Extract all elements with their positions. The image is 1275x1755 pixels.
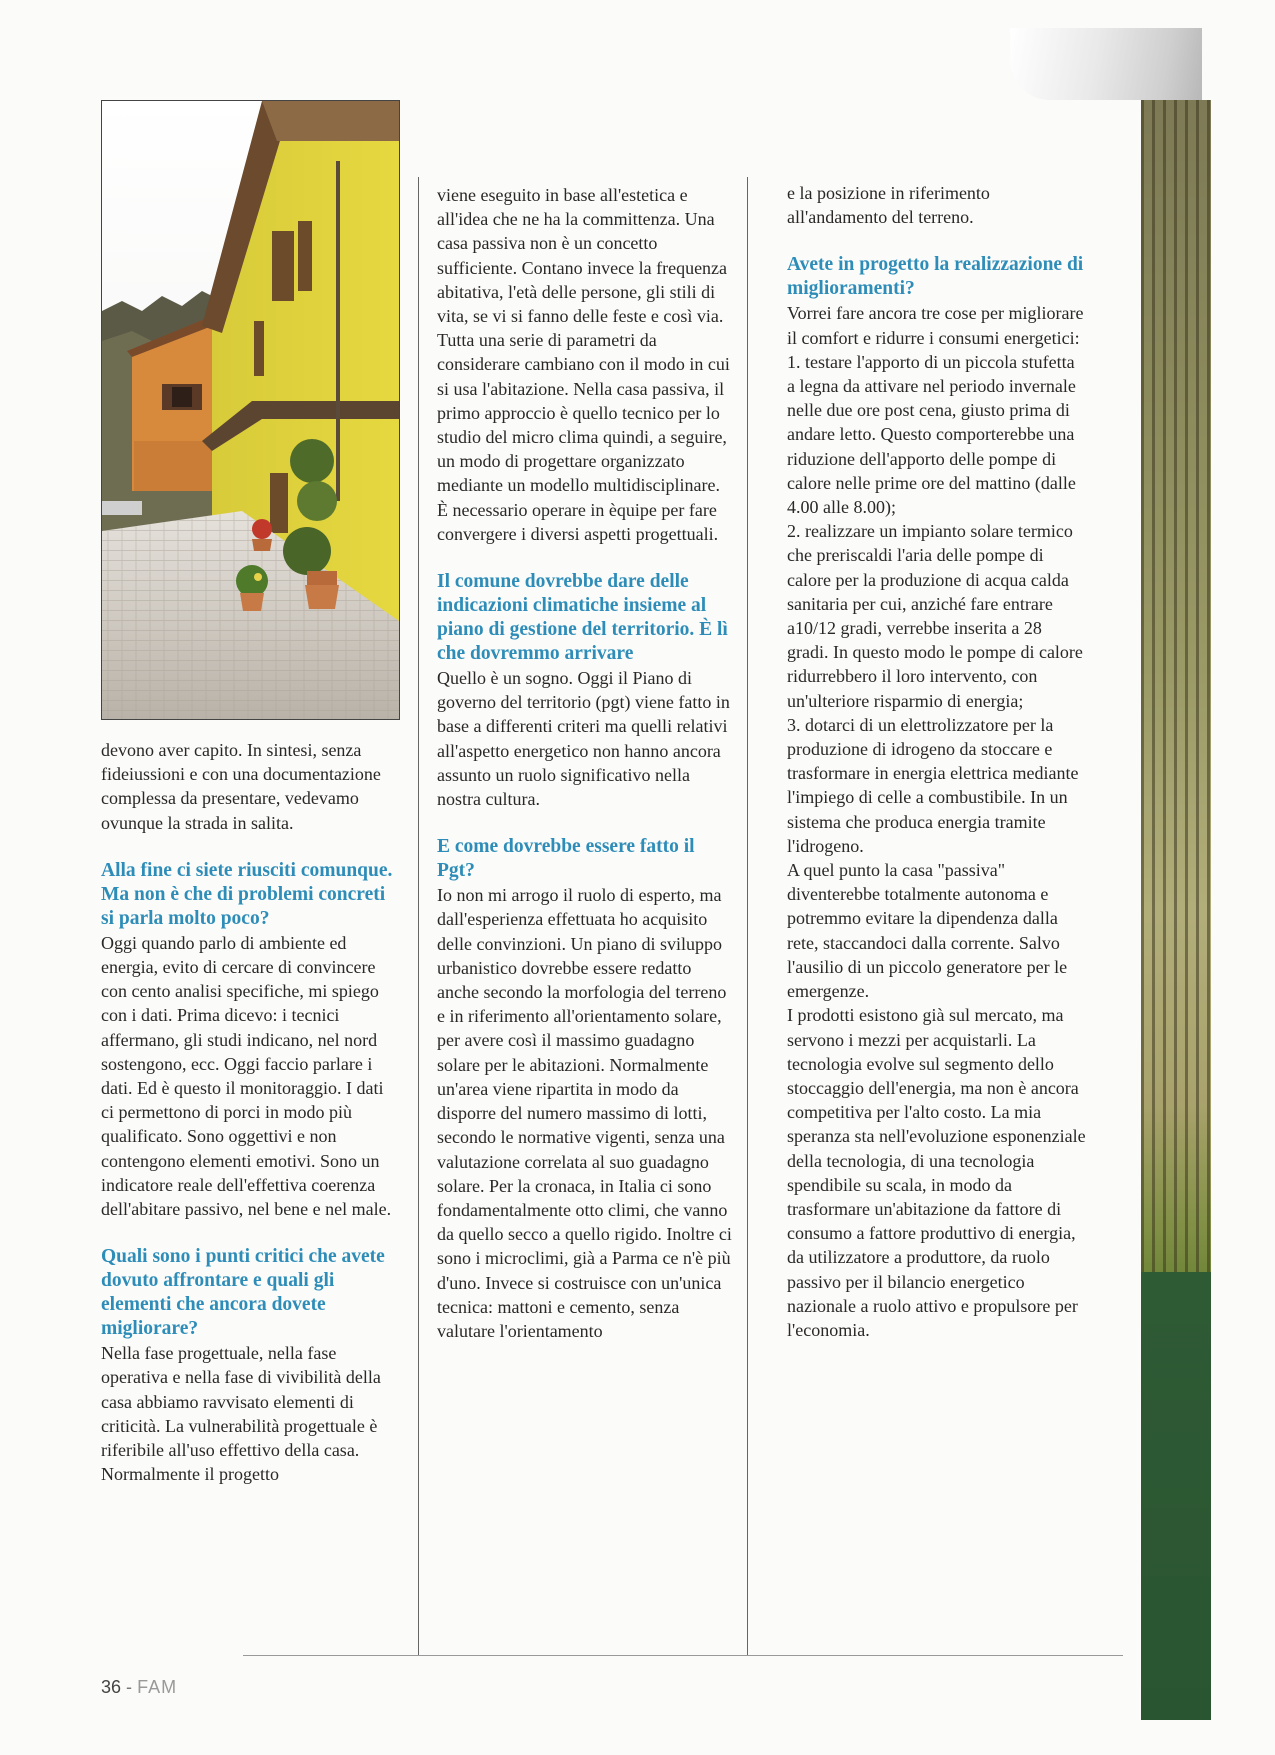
paragraph: devono aver capito. In sintesi, senza fideiussioni e con una documentazione complessa da presentare, vedevamo ovunque la strada in salita.: [101, 740, 381, 833]
magazine-name: FAM: [137, 1677, 178, 1697]
text-column-2: [437, 183, 733, 1343]
bottom-rule: [243, 1655, 1123, 1656]
question-heading: Alla fine ci siete riusciti comunque. Ma non è che di problemi concreti si parla molto poco?: [101, 859, 393, 929]
question-heading: Il comune dovrebbe dare delle indicazioni climatiche insieme al piano di gestione del territorio. È lì che dovremmo arrivare: [437, 571, 728, 665]
paragraph: e la posizione in riferimento all'andamento del terreno.: [787, 183, 990, 228]
column-rule-1: [418, 177, 419, 1655]
paragraph: Quello è un sogno. Oggi il Piano di governo del territorio (pgt) viene fatto in base a differenti criteri ma quelli relativi all'aspetto energetico non hanno ancora assunto un ruolo significativo nella nostra cultura.: [437, 668, 730, 810]
paragraph: I prodotti esistono già sul mercato, ma servono i mezzi per acquistarli. La tecnologia evolve sul segmento dello stoccaggio dell'energia, ma non è ancora competitiva per l'alto costo. La mia speranza sta nell'evoluzione esponenziale della tecnologia, di una tecnologia spendibile su scala, in modo da trasformare un'abitazione da fattore di consumo a fattore produttivo di energia, da utilizzatore a produttore, da ruolo passivo per il bilancio energetico nazionale a ruolo attivo e propulsore per l'economia.: [787, 1005, 1086, 1340]
paragraph: Vorrei fare ancora tre cose per migliorare il comfort e ridurre i consumi energetici:: [787, 303, 1084, 348]
list-item: 2. realizzare un impianto solare termico che preriscaldi l'aria delle pompe di calore per la produzione di acqua calda sanitaria per cui, anziché fare entrare a10/12 gradi, verrebbe inserita a 28 gradi. In questo modo le pompe di calore ridurrebbero il loro intervento, con un'ulteriore risparmio di energia;: [787, 521, 1083, 711]
column-rule-2: [747, 177, 748, 1655]
paragraph: Oggi quando parlo di ambiente ed energia, evito di cercare di convincere con cento analisi specifiche, mi spiego con i dati. Prima dicevo: i tecnici affermano, gli studi indicano, nel nord sostengono, ecc. Oggi faccio parlare i dati. Ed è questo il monitoraggio. I dati ci permettono di porci in modo più qualificato. Sono oggettivi e non contengono elementi emotivi. Sono un indicatore reale dell'effettiva coerenza dell'abitare passivo, nel bene e nel male.: [101, 932, 392, 1220]
question-heading: E come dovrebbe essere fatto il Pgt?: [437, 836, 695, 882]
paragraph: Nella fase progettuale, nella fase operativa e nella fase di vivibilità della casa abbiamo ravvisato elementi di criticità. La vulnerabilità progettuale è riferibile all'uso effettivo della casa. Normalmente il progetto: [101, 1343, 381, 1485]
text-column-1: [101, 738, 397, 1486]
paragraph: viene eseguito in base all'estetica e all'idea che ne ha la committenza. Una casa passiva non è un concetto sufficiente. Contano invece la frequenza abitativa, l'età delle persone, gli stili di vita, se vi si fanno delle feste e così via. Tutta una serie di parametri da considerare cambiano con il modo in cui si usa l'abitazione. Nella casa passiva, il primo approccio è quello tecnico per lo studio del micro clima quindi, a seguire, un modo di progettare organizzato mediante un modello multidisciplinare. È necessario operare in èquipe per fare convergere i diversi aspetti progettuali.: [437, 185, 730, 544]
folio: [101, 1677, 177, 1698]
paragraph: A quel punto la casa "passiva" diventerebbe totalmente autonoma e potremmo evitare la dipendenza dalla rete, staccandoci dalla corrente. Salvo l'ausilio di un piccolo generatore per le emergenze.: [787, 860, 1068, 1002]
tree-photo-strip: [1141, 100, 1211, 1720]
folio-separator: -: [126, 1677, 133, 1697]
page-curl: [1010, 28, 1202, 100]
lawn-band: [1141, 1272, 1211, 1720]
house-photo: [101, 100, 400, 720]
text-column-3: [787, 181, 1087, 1342]
question-heading: Quali sono i punti critici che avete dovuto affrontare e quali gli elementi che ancora dovete migliorare?: [101, 1246, 385, 1340]
list-item: 1. testare l'apporto di un piccola stufetta a legna da attivare nel periodo invernale nelle due ore post cena, giusto prima di andare letto. Questo comporterebbe una riduzione dell'apporto delle pompe di calore nelle prime ore del mattino (dalle 4.00 alle 8.00);: [787, 351, 1076, 518]
paragraph: Io non mi arrogo il ruolo di esperto, ma dall'esperienza effettuata ho acquisito delle convinzioni. Un piano di sviluppo urbanistico dovrebbe essere redatto anche secondo la morfologia del terreno e in riferimento all'orientamento solare, per avere così il massimo guadagno solare per le abitazioni. Normalmente un'area viene ripartita in modo da disporre del numero massimo di lotti, secondo le normative vigenti, senza una valutazione correlata al suo guadagno solare. Per la cronaca, in Italia ci sono fondamentalmente otto climi, che vanno da quello secco a quello rigido. Inoltre ci sono i microclimi, già a Parma ce n'è più d'uno. Invece si costruisce con un'unica tecnica: mattoni e cemento, senza valutare l'orientamento: [437, 885, 732, 1341]
list-item: 3. dotarci di un elettrolizzatore per la produzione di idrogeno da stoccare e trasformare in energia elettrica mediante l'impiego di celle a combustibile. In un sistema che produca energia tramite l'idrogeno.: [787, 714, 1079, 856]
page-number: 36: [101, 1677, 122, 1697]
question-heading: Avete in progetto la realizzazione di miglioramenti?: [787, 254, 1084, 300]
